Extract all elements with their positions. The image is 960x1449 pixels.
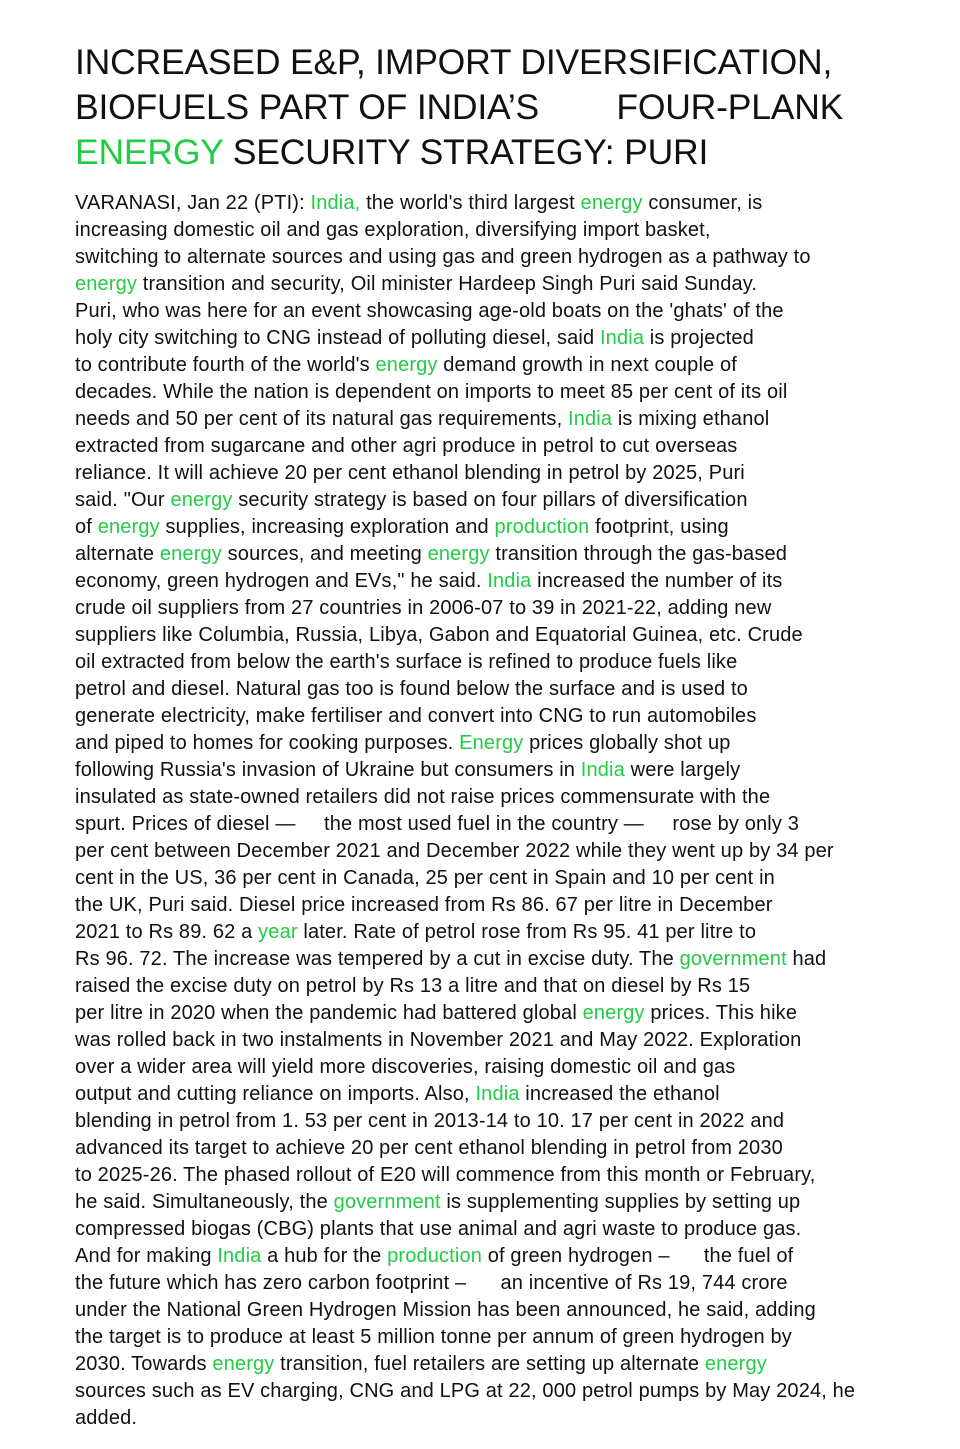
text-run: Puri, who was here for an event showcasing age-old boats on the 'ghats' of the [75, 300, 784, 322]
text-run: advanced its target to achieve 20 per cent ethanol blending in petrol from 2030 [75, 1137, 783, 1159]
body-line [75, 1324, 935, 1351]
body-line [75, 1270, 935, 1297]
body-line [75, 946, 935, 973]
text-run: 2030. Towards [75, 1353, 213, 1375]
text-run: added. [75, 1407, 138, 1429]
highlighted-keyword: production [494, 516, 590, 538]
text-run: is supplementing supplies by setting up [440, 1191, 801, 1213]
text-run: said. "Our [75, 489, 171, 511]
text-run: output and cutting reliance on imports. Also, [75, 1083, 476, 1105]
headline-line [75, 130, 935, 175]
text-run: supplies, increasing exploration and [159, 516, 495, 538]
text-run: 2021 to Rs 89. 62 a [75, 921, 259, 943]
body-line [75, 676, 935, 703]
body-line [75, 1000, 935, 1027]
highlighted-keyword: India, [310, 192, 361, 214]
body-line [75, 190, 935, 217]
body-line [75, 514, 935, 541]
text-run: insulated as state-owned retailers did not raise prices commensurate with the [75, 786, 771, 808]
article-body [75, 190, 935, 1432]
text-run: petrol and diesel. Natural gas too is found below the surface and is used to [75, 678, 748, 700]
text-run: switching to alternate sources and using gas and green hydrogen as a pathway to [75, 246, 811, 268]
body-line [75, 541, 935, 568]
text-run: is projected [644, 327, 754, 349]
body-line [75, 973, 935, 1000]
text-run: And for making [75, 1245, 218, 1267]
body-line [75, 757, 935, 784]
text-run: of green hydrogen – the fuel of [482, 1245, 794, 1267]
body-line [75, 865, 935, 892]
highlighted-keyword: India [580, 759, 625, 781]
text-run: decades. While the nation is dependent on imports to meet 85 per cent of its oil [75, 381, 788, 403]
text-run: transition and security, Oil minister Hardeep Singh Puri said Sunday. [137, 273, 758, 295]
body-line [75, 649, 935, 676]
text-run: later. Rate of petrol rose from Rs 95. 41 per litre to [297, 921, 757, 943]
text-run: increased the ethanol [519, 1083, 720, 1105]
highlighted-keyword: energy [75, 273, 138, 295]
body-line [75, 1081, 935, 1108]
text-run: per litre in 2020 when the pandemic had battered global [75, 1002, 583, 1024]
body-line [75, 811, 935, 838]
body-line [75, 1054, 935, 1081]
text-run: SECURITY STRATEGY: PURI [223, 132, 709, 172]
highlighted-keyword: energy [704, 1353, 767, 1375]
text-run: INCREASED E&P, IMPORT DIVERSIFICATION, [75, 42, 833, 82]
highlighted-keyword: India [217, 1245, 262, 1267]
body-line [75, 1297, 935, 1324]
body-line [75, 568, 935, 595]
body-line [75, 1027, 935, 1054]
text-run: compressed biogas (CBG) plants that use animal and agri waste to produce gas. [75, 1218, 802, 1240]
text-run: to 2025-26. The phased rollout of E20 will commence from this month or February, [75, 1164, 816, 1186]
text-run: reliance. It will achieve 20 per cent ethanol blending in petrol by 2025, Puri [75, 462, 745, 484]
text-run: over a wider area will yield more discoveries, raising domestic oil and gas [75, 1056, 736, 1078]
body-line [75, 406, 935, 433]
text-run: demand growth in next couple of [437, 354, 737, 376]
body-line [75, 1189, 935, 1216]
highlighted-keyword: energy [427, 543, 490, 565]
text-run: VARANASI, Jan 22 (PTI): [75, 192, 311, 214]
highlighted-keyword: India [475, 1083, 520, 1105]
text-run: increased the number of its [531, 570, 783, 592]
body-line [75, 460, 935, 487]
text-run: sources such as EV charging, CNG and LPG at 22, 000 petrol pumps by May 2024, he [75, 1380, 856, 1402]
body-line [75, 487, 935, 514]
highlighted-keyword: government [679, 948, 787, 970]
body-line [75, 1108, 935, 1135]
body-line [75, 892, 935, 919]
body-line [75, 1216, 935, 1243]
text-run: economy, green hydrogen and EVs," he said. [75, 570, 488, 592]
text-run: per cent between December 2021 and December 2022 while they went up by 34 per [75, 840, 834, 862]
body-line [75, 217, 935, 244]
text-run: footprint, using [589, 516, 729, 538]
body-line [75, 730, 935, 757]
highlighted-keyword: energy [375, 354, 438, 376]
highlighted-keyword: energy [582, 1002, 645, 1024]
text-run: increasing domestic oil and gas exploration, diversifying import basket, [75, 219, 711, 241]
text-run: needs and 50 per cent of its natural gas requirements, [75, 408, 568, 430]
headline [75, 40, 935, 175]
body-line [75, 622, 935, 649]
text-run: the future which has zero carbon footprint – an incentive of Rs 19, 744 crore [75, 1272, 788, 1294]
text-run: suppliers like Columbia, Russia, Libya, Gabon and Equatorial Guinea, etc. Crude [75, 624, 803, 646]
text-run: generate electricity, make fertiliser and convert into CNG to run automobiles [75, 705, 757, 727]
text-run: holy city switching to CNG instead of polluting diesel, said [75, 327, 600, 349]
highlighted-keyword: ENERGY [75, 132, 224, 172]
text-run: the UK, Puri said. Diesel price increased from Rs 86. 67 per litre in December [75, 894, 773, 916]
text-run: security strategy is based on four pillars of diversification [232, 489, 748, 511]
highlighted-keyword: India [568, 408, 613, 430]
body-line [75, 784, 935, 811]
text-run: raised the excise duty on petrol by Rs 13 a litre and that on diesel by Rs 15 [75, 975, 751, 997]
text-run: alternate [75, 543, 160, 565]
highlighted-keyword: energy [580, 192, 643, 214]
text-run: spurt. Prices of diesel — the most used fuel in the country — rose by only 3 [75, 813, 800, 835]
text-run: of [75, 516, 98, 538]
body-line [75, 352, 935, 379]
text-run: under the National Green Hydrogen Mission has been announced, he said, adding [75, 1299, 816, 1321]
body-line [75, 838, 935, 865]
body-line [75, 379, 935, 406]
body-line [75, 244, 935, 271]
body-line [75, 1162, 935, 1189]
highlighted-keyword: energy [170, 489, 233, 511]
body-line [75, 1135, 935, 1162]
text-run: were largely [624, 759, 741, 781]
text-run: blending in petrol from 1. 53 per cent in 2013-14 to 10. 17 per cent in 2022 and [75, 1110, 785, 1132]
body-line [75, 703, 935, 730]
text-run: crude oil suppliers from 27 countries in 2006-07 to 39 in 2021-22, adding new [75, 597, 772, 619]
highlighted-keyword: government [333, 1191, 441, 1213]
highlighted-keyword: India [487, 570, 532, 592]
highlighted-keyword: India [599, 327, 645, 349]
text-run: transition, fuel retailers are setting up alternate [274, 1353, 705, 1375]
highlighted-keyword: energy [159, 543, 222, 565]
text-run: cent in the US, 36 per cent in Canada, 25 per cent in Spain and 10 per cent in [75, 867, 775, 889]
text-run: and piped to homes for cooking purposes. [75, 732, 460, 754]
body-line [75, 433, 935, 460]
text-run: following Russia's invasion of Ukraine but consumers in [75, 759, 581, 781]
text-run: prices globally shot up [523, 732, 731, 754]
body-line [75, 325, 935, 352]
text-run: consumer, is [642, 192, 763, 214]
body-line [75, 298, 935, 325]
highlighted-keyword: year [258, 921, 298, 943]
text-run: BIOFUELS PART OF INDIA’S FOUR-PLANK [75, 87, 844, 127]
body-line [75, 595, 935, 622]
text-run: had [786, 948, 827, 970]
headline-line [75, 40, 935, 85]
text-run: Rs 96. 72. The increase was tempered by a cut in excise duty. The [75, 948, 680, 970]
highlighted-keyword: energy [97, 516, 160, 538]
text-run: he said. Simultaneously, the [75, 1191, 334, 1213]
highlighted-keyword: production [387, 1245, 483, 1267]
highlighted-keyword: energy [212, 1353, 275, 1375]
text-run: is mixing ethanol [612, 408, 770, 430]
highlighted-keyword: Energy [459, 732, 524, 754]
text-run: sources, and meeting [221, 543, 428, 565]
text-run: prices. This hike [644, 1002, 798, 1024]
text-run: extracted from sugarcane and other agri produce in petrol to cut overseas [75, 435, 738, 457]
text-run: a hub for the [261, 1245, 388, 1267]
body-line [75, 1351, 935, 1378]
body-line [75, 1243, 935, 1270]
body-line [75, 271, 935, 298]
text-run: was rolled back in two instalments in November 2021 and May 2022. Exploration [75, 1029, 802, 1051]
article [75, 40, 935, 1432]
text-run: the world's third largest [360, 192, 581, 214]
headline-line [75, 85, 935, 130]
text-run: transition through the gas-based [489, 543, 788, 565]
body-line [75, 919, 935, 946]
text-run: to contribute fourth of the world's [75, 354, 376, 376]
text-run: the target is to produce at least 5 million tonne per annum of green hydrogen by [75, 1326, 792, 1348]
text-run: oil extracted from below the earth's surface is refined to produce fuels like [75, 651, 738, 673]
body-line [75, 1378, 935, 1405]
body-line [75, 1405, 935, 1432]
